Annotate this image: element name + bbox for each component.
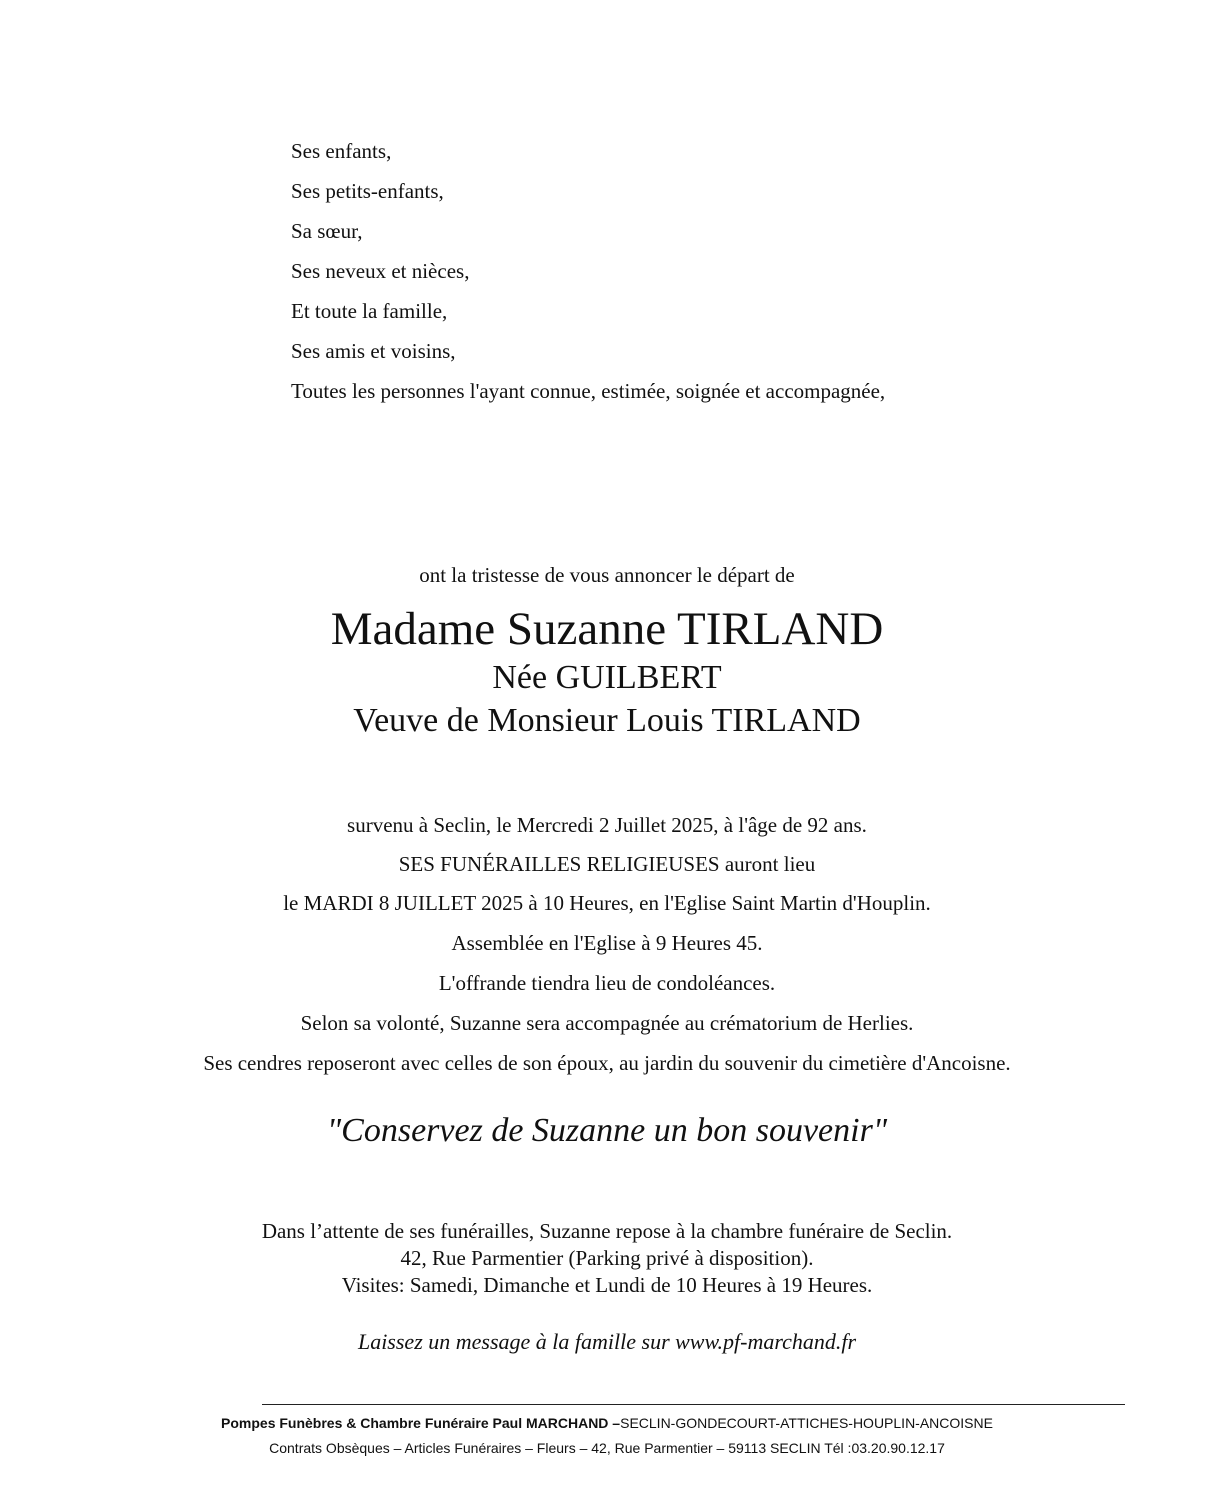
visit-resting-place: Dans l’attente de ses funérailles, Suzanne repose à la chambre funéraire de Seclin. (261, 1219, 953, 1243)
footer-company-line (0, 1416, 1214, 1430)
family-line-children: Ses enfants, (291, 139, 392, 163)
maiden-name: Née GUILBERT (492, 659, 722, 696)
footer-towns: SECLIN-GONDECOURT-ATTICHES-HOUPLIN-ANCOISNE (620, 1415, 993, 1431)
detail-crematorium: Selon sa volonté, Suzanne sera accompagnée au crématorium de Herlies. (300, 1011, 914, 1035)
family-line-nephews: Ses neveux et nièces, (291, 259, 470, 283)
detail-funeral-heading: SES FUNÉRAILLES RELIGIEUSES auront lieu (398, 852, 816, 876)
announcement-intro: ont la tristesse de vous annoncer le départ de (419, 563, 795, 587)
memorial-quote: "Conservez de Suzanne un bon souvenir" (326, 1112, 888, 1149)
footer-company: Pompes Funèbres & Chambre Funéraire Paul MARCHAND – (221, 1415, 621, 1431)
family-line-sister: Sa sœur, (291, 219, 363, 243)
family-line-family: Et toute la famille, (291, 299, 448, 323)
detail-funeral-date: le MARDI 8 JUILLET 2025 à 10 Heures, en l'Eglise Saint Martin d'Houplin. (283, 891, 931, 915)
footer-services: Contrats Obsèques – Articles Funéraires – Fleurs – 42, Rue Parmentier – 59113 SECLIN Tél :03.20.90.12.17 (269, 1440, 945, 1456)
detail-death: survenu à Seclin, le Mercredi 2 Juillet 2025, à l'âge de 92 ans. (347, 813, 867, 837)
family-line-grandchildren: Ses petits-enfants, (291, 179, 444, 203)
visit-address: 42, Rue Parmentier (Parking privé à disposition). (400, 1246, 814, 1270)
family-line-all: Toutes les personnes l'ayant connue, estimée, soignée et accompagnée, (291, 379, 886, 403)
detail-assembly: Assemblée en l'Eglise à 9 Heures 45. (451, 931, 763, 955)
deceased-name: Madame Suzanne TIRLAND (330, 603, 884, 655)
detail-ashes: Ses cendres reposeront avec celles de son époux, au jardin du souvenir du cimetière d'Ancoisne. (203, 1051, 1011, 1075)
message-link[interactable]: Laissez un message à la famille sur www.pf-marchand.fr (357, 1329, 857, 1354)
visit-hours: Visites: Samedi, Dimanche et Lundi de 10 Heures à 19 Heures. (341, 1273, 873, 1297)
widow-of: Veuve de Monsieur Louis TIRLAND (353, 702, 861, 739)
detail-offering: L'offrande tiendra lieu de condoléances. (438, 971, 776, 995)
footer-divider (262, 1404, 1125, 1405)
family-line-friends: Ses amis et voisins, (291, 339, 456, 363)
